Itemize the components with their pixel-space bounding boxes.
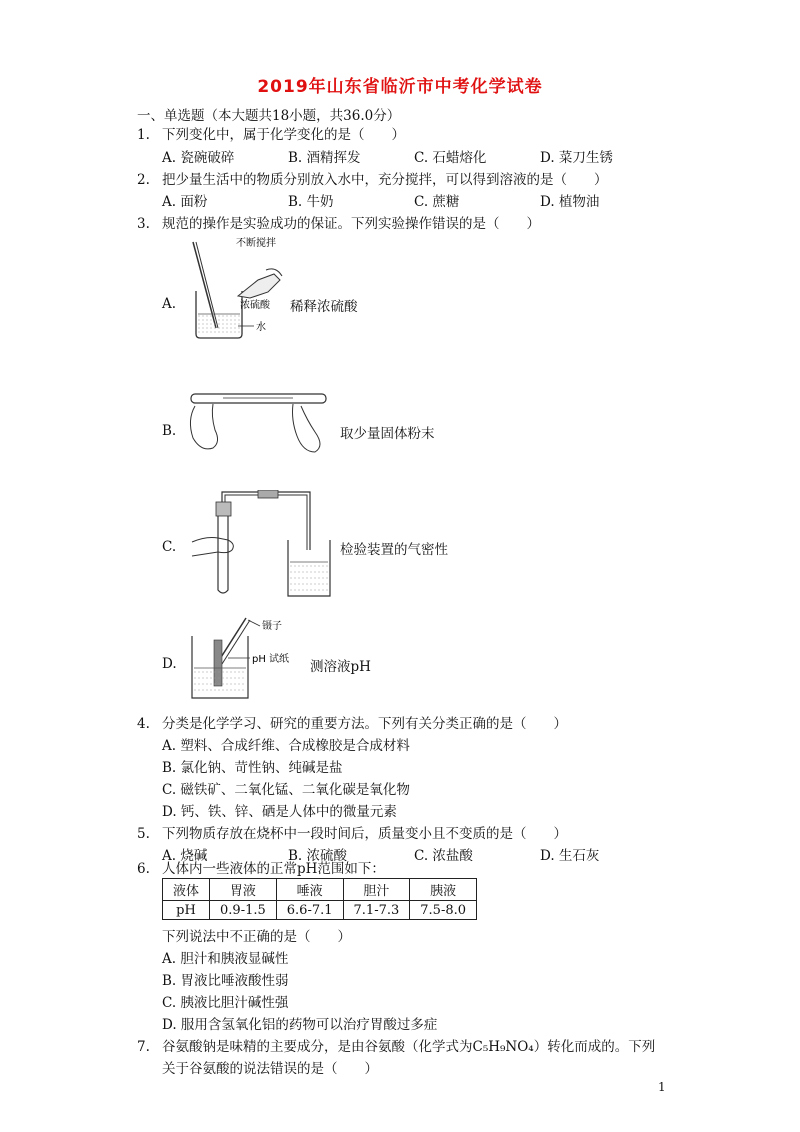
table-cell: 7.5-8.0	[410, 901, 477, 920]
question-text: 规范的操作是实验成功的保证。下列实验操作错误的是（ ）	[162, 216, 540, 232]
figure-label: 镊子	[262, 621, 282, 632]
page-number: 1	[658, 1080, 666, 1094]
table-cell: 0.9-1.5	[210, 901, 277, 920]
table-cell: 7.1-7.3	[343, 901, 410, 920]
option-c-text: 检验装置的气密性	[340, 542, 448, 558]
question-number: 5.	[137, 826, 150, 842]
option-c: C. 石蜡熔化	[414, 150, 487, 166]
question-text: 下列物质存放在烧杯中一段时间后，质量变小且不变质的是（ ）	[162, 826, 567, 842]
option-d: D. 服用含氢氧化铝的药物可以治疗胃酸过多症	[162, 1017, 438, 1033]
powder-figure	[183, 380, 333, 460]
question-number: 3.	[137, 216, 150, 232]
option-b: B. 胃液比唾液酸性弱	[162, 973, 289, 989]
table-cell: 液体	[163, 879, 210, 901]
page-title: 2019年山东省临沂市中考化学试卷	[257, 77, 543, 97]
table-cell: 胆汁	[343, 879, 410, 901]
option-b-text: 取少量固体粉末	[340, 426, 435, 442]
option-c: C. 胰液比胆汁碱性强	[162, 995, 289, 1011]
option-c: C. 浓盐酸	[414, 848, 473, 864]
option-c: C. 磁铁矿、二氧化锰、二氧化碳是氧化物	[162, 782, 410, 798]
question-text: 谷氨酸钠是味精的主要成分，是由谷氨酸（化学式为C₅H₉NO₄）转化而成的。下列	[162, 1039, 656, 1055]
figure-label: pH 试纸	[252, 654, 290, 665]
option-a: A.	[162, 296, 177, 312]
dilute-acid-figure	[188, 236, 288, 344]
option-a: A. 胆汁和胰液显碱性	[162, 951, 289, 967]
option-a: A. 烧碱	[162, 848, 208, 864]
question-number: 1.	[137, 127, 150, 143]
table-row	[163, 901, 477, 920]
option-d-text: 测溶液pH	[310, 659, 371, 675]
question-text: 分类是化学学习、研究的重要方法。下列有关分类正确的是（ ）	[162, 716, 567, 732]
option-a: A. 面粉	[162, 194, 208, 210]
option-d: D. 植物油	[540, 194, 600, 210]
question-text: 人体内一些液体的正常pH范围如下：	[162, 861, 385, 877]
table-cell: 胰液	[410, 879, 477, 901]
question-number: 2.	[137, 172, 150, 188]
figure-label: 不断搅拌	[236, 238, 276, 249]
option-d: D. 菜刀生锈	[540, 150, 613, 166]
option-c: C. 蔗糖	[414, 194, 460, 210]
option-a: A. 瓷碗破碎	[162, 150, 235, 166]
option-b: B. 浓硫酸	[288, 848, 348, 864]
option-b: B. 酒精挥发	[288, 150, 361, 166]
figure-label: 浓硫酸	[240, 300, 270, 311]
question-number: 6.	[137, 861, 150, 877]
question-7-text-cont: 关于谷氨酸的说法错误的是（ ）	[162, 1061, 378, 1077]
question-text: 把少量生活中的物质分别放入水中，充分搅拌，可以得到溶液的是（ ）	[162, 172, 608, 188]
ph-table	[162, 878, 477, 920]
question-number: 7.	[137, 1039, 150, 1055]
option-d: D.	[162, 656, 177, 672]
option-b: B. 牛奶	[288, 194, 334, 210]
question-6-stem: 下列说法中不正确的是（ ）	[162, 929, 351, 945]
section-heading: 一、单选题（本大题共18小题，共36.0分）	[137, 108, 401, 124]
option-d: D. 生石灰	[540, 848, 600, 864]
table-cell: 6.6-7.1	[276, 901, 343, 920]
table-row	[163, 879, 477, 901]
airtightness-figure	[188, 490, 338, 602]
question-number: 4.	[137, 716, 150, 732]
table-cell: pH	[163, 901, 210, 920]
option-b: B.	[162, 423, 177, 439]
option-b: B. 氯化钠、苛性钠、纯碱是盐	[162, 760, 343, 776]
figure-label: 水	[256, 322, 266, 333]
ph-test-figure	[188, 612, 308, 704]
table-cell: 唾液	[276, 879, 343, 901]
table-cell: 胃液	[210, 879, 277, 901]
option-d: D. 钙、铁、锌、硒是人体中的微量元素	[162, 804, 397, 820]
option-a: A. 塑料、合成纤维、合成橡胶是合成材料	[162, 738, 410, 754]
question-text: 下列变化中，属于化学变化的是（ ）	[162, 127, 405, 143]
option-c: C.	[162, 539, 177, 555]
option-a-text: 稀释浓硫酸	[290, 299, 358, 315]
